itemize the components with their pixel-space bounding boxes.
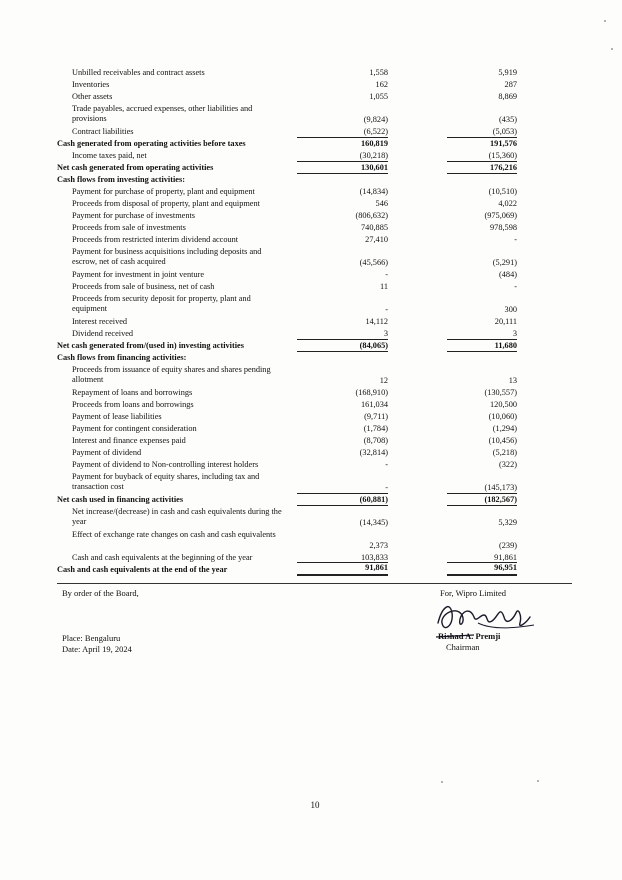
statement-row: Trade payables, accrued expenses, other liabilities and provisions (9,824) (435): [72, 104, 517, 124]
statement-row: Dividend received 3 3: [72, 329, 517, 338]
cash-flow-statement: [57, 67, 517, 576]
statement-row: Payment of dividend (32,814) (5,218): [72, 448, 517, 457]
scan-speck: [604, 20, 606, 22]
statement-row: Payment for business acquisitions including deposits and escrow, net of cash acquired (45,566) (5,291): [72, 247, 517, 267]
statement-row: Interest and finance expenses paid (8,708) (10,456): [72, 436, 517, 445]
scan-speck: [611, 48, 613, 50]
scan-speck: [441, 781, 443, 783]
statement-row: Payment of lease liabilities (9,711) (10,060): [72, 412, 517, 421]
page-number: 10: [310, 800, 320, 810]
statement-row: Net increase/(decrease) in cash and cash equivalents during the year (14,345) 5,329: [72, 507, 517, 527]
statement-row: Payment for purchase of property, plant and equipment (14,834) (10,510): [72, 187, 517, 196]
statement-row: Payment for contingent consideration (1,784) (1,294): [72, 424, 517, 433]
statement-row: Proceeds from sale of business, net of cash 11 -: [72, 282, 517, 291]
subtotal-row: Cash generated from operating activities before taxes 160,819 191,576: [57, 139, 517, 148]
total-row: Net cash used in financing activities (60,881) (182,567): [57, 495, 517, 504]
date-text: Date: April 19, 2024: [62, 644, 132, 654]
for-company-text: For, Wipro Limited: [440, 588, 506, 598]
statement-row: Proceeds from issuance of equity shares and shares pending allotment 12 13: [72, 365, 517, 385]
statement-row: Proceeds from loans and borrowings 161,034 120,500: [72, 400, 517, 409]
footer-divider: [57, 583, 572, 584]
statement-row: Unbilled receivables and contract assets 1,558 5,919: [72, 68, 517, 77]
statement-row: Payment for investment in joint venture - (484): [72, 270, 517, 279]
statement-row: Proceeds from restricted interim dividend account 27,410 -: [72, 235, 517, 244]
scan-speck: [537, 780, 539, 782]
statement-row: Proceeds from disposal of property, plant and equipment 546 4,022: [72, 199, 517, 208]
statement-row: Other assets 1,055 8,869: [72, 92, 517, 101]
statement-row: Interest received 14,112 20,111: [72, 317, 517, 326]
total-row: Net cash generated from/(used in) investing activities (84,065) 11,680: [57, 341, 517, 350]
statement-row: Payment of dividend to Non-controlling interest holders - (322): [72, 460, 517, 469]
statement-row: Inventories 162 287: [72, 80, 517, 89]
statement-row: Contract liabilities (6,522) (5,053): [72, 127, 517, 136]
statement-row: Proceeds from sale of investments 740,885 978,598: [72, 223, 517, 232]
section-heading: Cash flows from investing activities:: [57, 175, 185, 184]
place-text: Place: Bengaluru: [62, 633, 121, 643]
by-order-text: By order of the Board,: [62, 588, 139, 598]
statement-row: Cash and cash equivalents at the beginning of the year 103,833 91,861: [72, 553, 517, 562]
signatory-name: Rishad A. Premji: [438, 631, 501, 641]
statement-row: Payment for purchase of investments (806,632) (975,069): [72, 211, 517, 220]
statement-row: Effect of exchange rate changes on cash and cash equivalents 2,373 (239): [72, 530, 517, 550]
total-row: Net cash generated from operating activities 130,601 176,216: [57, 163, 517, 172]
statement-row: Proceeds from security deposit for property, plant and equipment - 300: [72, 294, 517, 314]
section-heading: Cash flows from financing activities:: [57, 353, 187, 362]
grand-total-row: Cash and cash equivalents at the end of the year 91,861 96,951: [57, 563, 517, 574]
statement-row: Payment for buyback of equity shares, including tax and transaction cost - (145,173): [72, 472, 517, 492]
statement-row: Income taxes paid, net (30,218) (15,360): [72, 151, 517, 160]
signatory-title: Chairman: [446, 642, 480, 652]
statement-row: Repayment of loans and borrowings (168,910) (130,557): [72, 388, 517, 397]
